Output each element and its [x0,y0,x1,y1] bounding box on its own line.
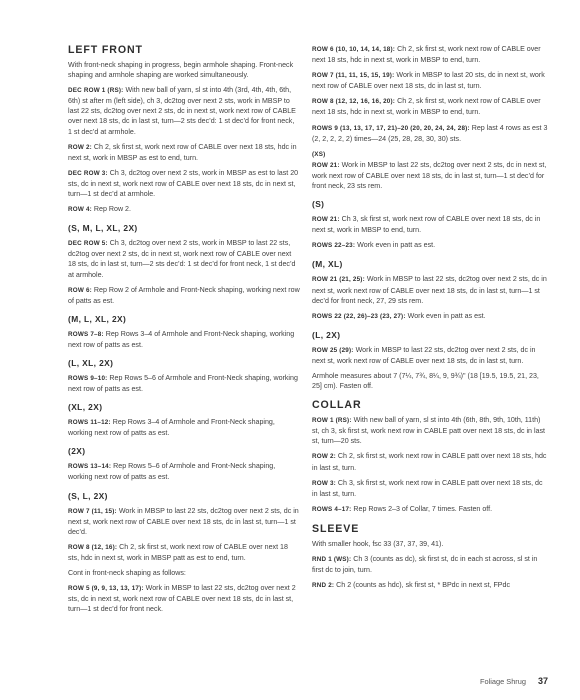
row-label: DEC ROW 3: [68,169,108,177]
row-label: ROW 7 (11, 11, 15, 15, 19): [312,72,395,80]
row-text: Rep Rows 5–6 of Armhole and Front-Neck shaping, working next row of patts as est. [68,373,298,394]
footer-title: Foliage Shrug [479,677,526,686]
row-text: Ch 2, sk first st, work next row of CABLE over next 18 sts, hdc in next st, work in MBSP patt as est to end, turn. [68,542,288,562]
row-text: Ch 2, sk first st, work next row of CABLE over next 18 sts, hdc in next st, work in MBSP as est to end, turn. [68,142,297,162]
row-text: Ch 2, sk first st, work next row in CABLE patt over next 18 sts, hdc in last st, turn. [312,452,547,472]
section-title-left-front: LEFT FRONT [68,44,143,56]
row-2 [68,142,300,163]
row-label: ROW 8 (12, 12, 16, 16, 20): [312,98,396,106]
row-8-right [312,96,548,117]
row-6 [68,285,300,306]
row-text: Rep last 4 rows as est 3 (2, 2, 2, 2, 2) times—24 (25, 28, 28, 30, 30) sts. [312,123,548,143]
right-column [312,44,548,596]
row-label: ROWS 22 (22, 26)–23 (23, 27): [312,312,406,320]
left-column [68,44,300,619]
row-text: Work in MBSP to last 22 sts, dc2tog over next 2 sts, dc in next st, work next row of CABLE over next 18 sts, dc in last st, turn—1 st dec’d for front neck. [68,584,296,614]
size-heading: (L, 2X) [312,329,341,340]
row-label: ROWS 9–10: [68,374,108,382]
row-4 [68,204,300,215]
row-label: ROW 2: [312,453,336,461]
rows-11-12 [68,417,300,438]
section-title-sleeve: SLEEVE [312,522,360,535]
row-7-right [312,70,548,91]
row-8 [68,542,300,563]
row-label: ROW 7 (11, 15): [68,507,117,515]
row-text: Work in MBSP to last 22 sts, dc2tog over next 2 sts, dc in next st, work next row of CABLE over next 18 sts, dc in last st, turn—1 st dec’d for front neck, 27, 29 sts rem. [312,275,547,305]
row-label: ROW 6 (10, 10, 14, 14, 18): [312,46,396,53]
row-text: With new ball of yarn, sl st into 4th (6th, 8th, 9th, 10th, 11th) st, ch 3, sk first st, work next row in CABLE patt over next 18 sts, dc in last st, turn—20 sts. [312,416,545,446]
row-label: ROWS 9 (13, 13, 17, 17, 21)–20 (20, 20, 24, 24, 28): [312,124,470,132]
size-heading: (2X) [68,446,86,457]
size-heading: (L, XL, 2X) [68,357,114,368]
row-text: Work in MBSP to last 20 sts, dc in next st, work next row of CABLE over next 18 sts, dc in last st, turn. [312,71,545,91]
row-5 [68,583,300,614]
size-heading: (S, L, 2X) [68,490,108,501]
size-heading: (XL, 2X) [68,402,103,413]
page-footer [480,676,548,686]
size-heading: (S, M, L, XL, 2X) [68,223,138,234]
armhole-measure: Armhole measures about 7 (7¼, 7¾, 8¼, 9, 9¾)" (18 [19.5, 19.5, 21, 23, 25] cm). Fasten off. [312,371,539,391]
row-label: ROWS 13–14: [68,463,112,471]
dec-row-3 [68,168,300,199]
row-label: ROW 21 (21, 25): [312,276,365,284]
row-21-m [312,274,548,305]
row-label: ROW 6: [68,286,92,294]
row-label: ROW 8 (12, 16): [68,543,118,551]
row-text: Rep Row 2. [91,205,131,214]
row-text: Ch 2, sk first st, work next row of CABLE over next 18 sts, hdc in next st, work in MBSP to end, turn. [312,45,541,65]
size-heading: (M, L, XL, 2X) [68,313,127,324]
row-text: Ch 3 (counts as dc), sk first st, dc in each st across, sl st in first dc to join, turn. [312,555,538,575]
sleeve-rnd-2 [312,580,548,591]
row-text: Work in MBSP to last 22 sts, dc2tog over next 2 sts, dc in next st, work next row of CABLE over next 18 sts, dc in last st, turn. [312,345,536,365]
row-text: Ch 3, dc2tog over next 2 sts, work in MBSP to last 22 sts, dc2tog over next 2 sts, dc in next st, work next row of CABLE over next 18 sts, dc in last st, turn—2 sts dec’d: 1 st dec’d for front neck, 1 st dec’d at armhole. [68,239,296,279]
row-text: Work even in patt as est. [405,311,486,320]
size-heading: (S) [312,199,325,210]
size-heading: (M, XL) [312,259,343,270]
rows-22-23-m [312,311,548,322]
row-label: ROWS 22–23: [312,242,356,250]
row-label: RND 2: [312,582,335,590]
section-title-collar: COLLAR [312,399,362,412]
page-number: 37 [537,676,548,686]
row-label: ROW 21: [312,161,340,169]
row-label: ROWS 4–17: [312,505,352,513]
row-label: ROW 1 (RS): [312,417,352,425]
row-label: DEC ROW 5: [68,240,108,248]
row-text: With new ball of yarn, sl st into 4th (3rd, 4th, 4th, 6th, 6th) st after m (left side), ch 3, dc2tog over next 2 sts, work in MBSP to last 22 sts, dc2tog over next 2 sts, dc in next st, work next row of CABLE over next 18 sts, dc in last st, turn—2 sts dec’d: 1 st dec’d for front neck, 1 st dec’d at armhole. [68,86,296,136]
row-21-xs [312,160,548,191]
size-label: (XS) [312,150,326,158]
row-label: ROWS 7–8: [68,330,104,338]
row-label: ROW 21: [312,216,340,224]
collar-row-3 [312,478,548,499]
row-6-right [312,44,548,65]
row-text: Work in MBSP to last 22 sts, dc2tog over next 2 sts, dc in next st, work next row of CABLE over next 18 sts, dc in last st, turn—1 st dec’d for front neck, 23 sts rem. [312,160,547,191]
row-text: Ch 2 (counts as hdc), sk first st, * BPdc in next st, FPdc [334,581,511,590]
continue-text: Cont in front-neck shaping as follows: [68,569,186,577]
row-7 [68,506,300,537]
row-25 [312,345,548,366]
row-label: DEC ROW 1 (RS): [68,87,124,95]
row-text: Rep Rows 5–6 of Armhole and Front-Neck shaping, working next row of patts as est. [68,462,276,482]
row-text: Ch 2, sk first st, work next row of CABLE over next 18 sts, hdc in next st, work in MBSP to end, turn. [312,97,541,117]
row-text: Rep Rows 3–4 of Armhole and Front-Neck shaping, working next row of patts as est. [68,418,275,438]
intro-text: With front-neck shaping in progress, begin armhole shaping. Front-neck shaping and armhole shaping are worked simultaneously. [68,61,294,80]
row-label: ROW 25 (29): [312,346,354,354]
dec-row-5 [68,238,300,279]
row-21-s [312,214,548,235]
row-text: Work in MBSP to last 22 sts, dc2tog over next 2 sts, dc in next st, work next row of CABLE over next 18 sts, dc in last st, turn—1 st dec’d. [68,506,299,536]
collar-row-1 [312,415,548,446]
rows-9-10 [68,373,300,394]
sleeve-intro: With smaller hook, fsc 33 (37, 37, 39, 41). [312,539,444,548]
row-label: RND 1 (WS): [312,556,352,563]
row-label: ROWS 11–12: [68,419,111,427]
rows-13-14 [68,461,300,482]
row-label: ROW 2: [68,143,92,151]
row-label: ROW 5 (9, 9, 13, 13, 17): [68,585,144,593]
rows-22-23 [312,240,548,251]
dec-row-1 [68,85,300,136]
row-text: Rep Rows 2–3 of Collar, 7 times. Fasten off. [351,504,493,513]
row-text: Ch 3, sk first st, work next row in CABLE patt over next 18 sts, dc in last st, turn. [312,478,543,498]
collar-rows-4-17 [312,504,548,515]
row-text: Rep Rows 3–4 of Armhole and Front-Neck shaping, working next row of patts as est. [68,329,295,349]
row-label: ROW 3: [312,479,336,487]
collar-row-2 [312,451,548,472]
row-text: Ch 3, sk first st, work next row of CABLE over next 18 sts, dc in next st, work in MBSP to end, turn. [312,215,541,235]
rows-9-20 [312,123,548,144]
rows-7-8 [68,329,300,350]
row-label: ROW 4: [68,206,92,214]
row-text: Work even in patt as est. [355,241,436,250]
row-text: Ch 3, dc2tog over next 2 sts, work in MBSP as est to last 20 sts, dc in next st, work next row of CABLE over next 18 sts, dc in next st, turn—1 st dec’d at armhole. [68,168,299,199]
sleeve-rnd-1 [312,554,548,575]
row-text: Rep Row 2 of Armhole and Front-Neck shaping, working next row of patts as est. [68,285,300,305]
size-xs-label [312,149,548,160]
